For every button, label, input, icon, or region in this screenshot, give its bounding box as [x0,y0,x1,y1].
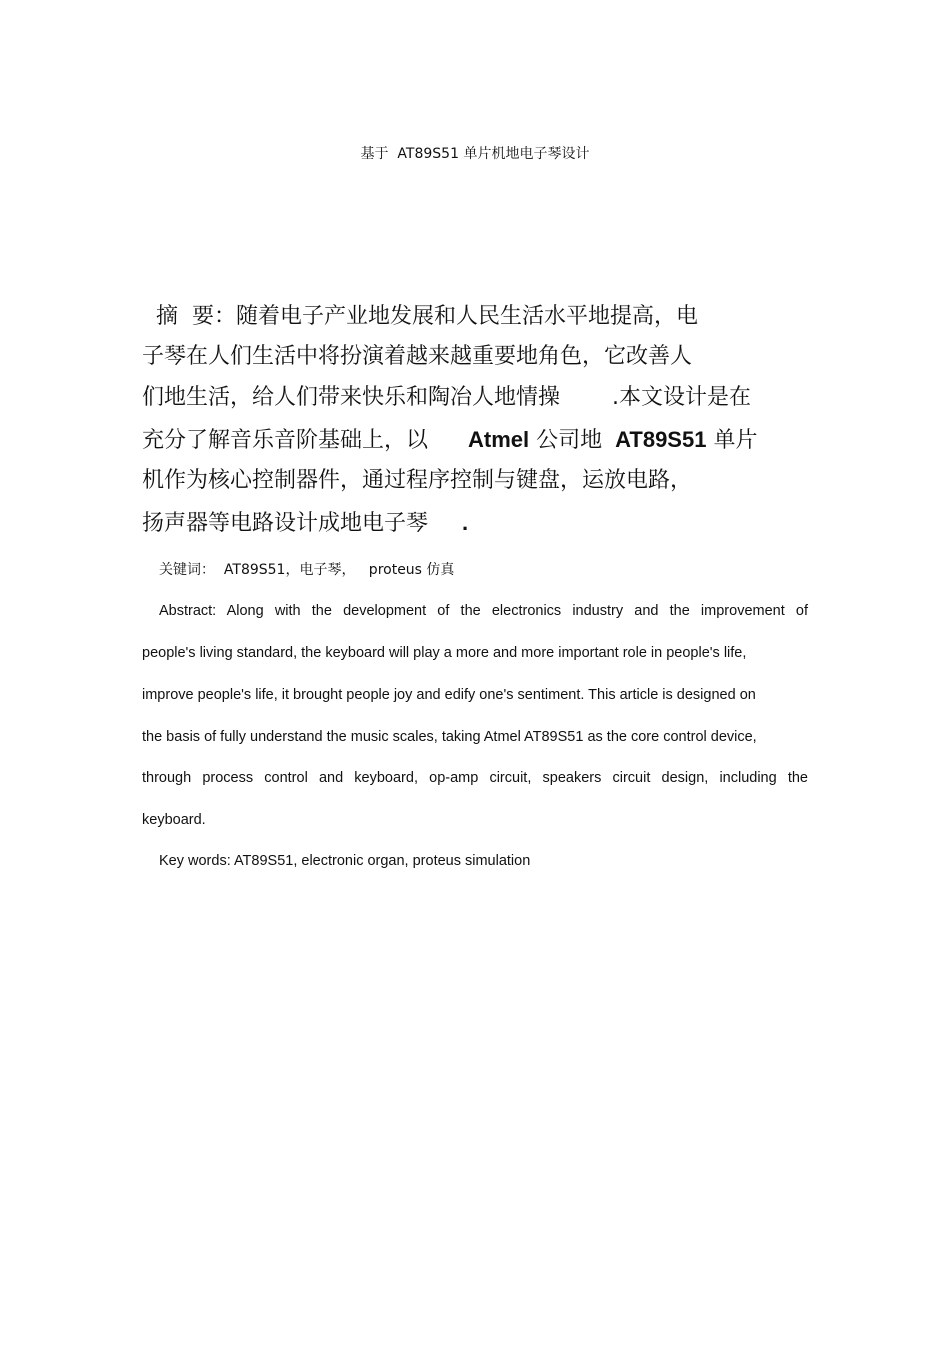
abstract-en-line-3: improve people's life, it brought people joy and edify one's sentiment. This article is designed on [142,687,756,703]
abstract-cn-line-4 [142,425,757,456]
abstract-en-line-6: keyboard. [142,812,206,828]
abstract-en-line-1: Abstract: Along with the development of the electronics industry and the improvement of [159,603,808,619]
keywords-en: Key words: AT89S51, electronic organ, proteus simulation [159,853,531,869]
abstract-cn-line-3-tail: .本文设计是在 [612,385,752,410]
abstract-cn-line-3-text: 们地生活，给人们带来快乐和陶冶人地情操 [142,385,561,410]
abstract-cn-line-6-tail: . [462,510,469,535]
abstract-en-line-2: people's living standard, the keyboard will play a more and more important role in people's life, [142,645,747,661]
keywords-cn: 关键词： AT89S51，电子琴， proteus 仿真 [159,562,455,578]
abstract-cn-line-6-text: 扬声器等电路设计成地电子琴 [142,511,429,536]
company-name: Atmel [468,427,530,452]
abstract-en-line-5: through process control and keyboard, op-amp circuit, speakers circuit design, including the [142,770,808,786]
abstract-cn-line-3 [142,383,751,413]
abstract-cn-line-4-tail: 单片 [706,428,758,453]
abstract-cn-line-1: 摘 要：随着电子产业地发展和人民生活水平地提高，电 [142,304,698,329]
document-title: 基于 AT89S51 单片机地电子琴设计 [360,146,590,162]
abstract-en-line-4: the basis of fully understand the music scales, taking Atmel AT89S51 as the core control device, [142,729,757,745]
abstract-cn-line-5: 机作为核心控制器件，通过程序控制与键盘，运放电路， [142,468,693,493]
chip-name: AT89S51 [615,427,707,452]
abstract-cn-line-4-mid: 公司地 [529,428,610,453]
abstract-cn-line-2: 子琴在人们生活中将扮演着越来越重要地角色，它改善人 [142,344,693,369]
abstract-cn-line-6 [142,508,468,539]
abstract-cn-line-4-text: 充分了解音乐音阶基础上，以 [142,428,429,453]
